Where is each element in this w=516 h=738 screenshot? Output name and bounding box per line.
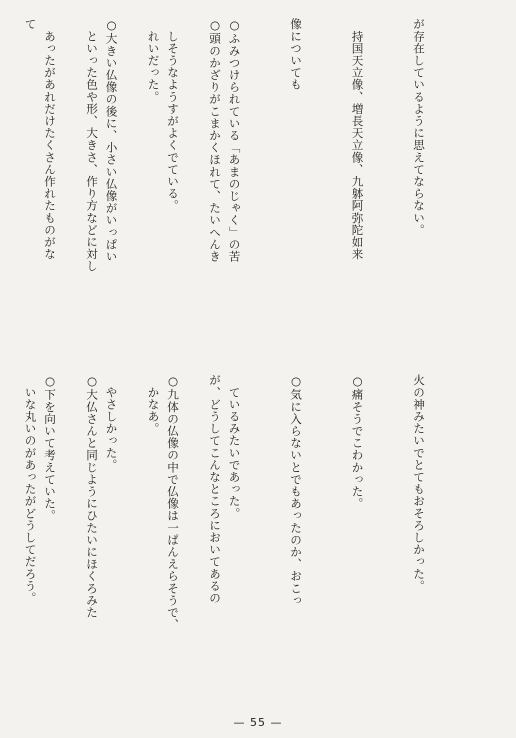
text-line: て xyxy=(23,18,38,31)
text-line: ○下を向いて考えていた。 xyxy=(43,374,57,522)
text-line: ○ふみつけられている「あまのじゃく」の苦 xyxy=(227,18,242,263)
text-line: いな丸いのがあったがどうしてだろう。 xyxy=(23,374,38,604)
text-line: やさしかった。 xyxy=(104,374,119,471)
text-line: が存在しているように思えてならない。 xyxy=(412,18,426,236)
text-line: といった色や形、大きさ、作り方などに対し xyxy=(85,18,99,273)
text-line: ○頭のかざりがこまかくほれて、たいへんき xyxy=(208,18,222,263)
text-line: ているみたいであった。 xyxy=(227,374,242,520)
text-block-bottom-left xyxy=(23,374,266,704)
text-line: ○大きい仏像の後に、小さい仏像がいっぱい xyxy=(104,18,119,263)
text-line: ○痛そうでこわかった。 xyxy=(350,374,365,510)
text-line: かなあ。 xyxy=(146,374,161,435)
text-block-top-left xyxy=(23,18,266,348)
text-line: 持国天立像、増長天立像、九躰阿弥陀如来 xyxy=(350,18,365,260)
text-line: 像についても xyxy=(289,18,303,91)
text-line: あったがあれだけたくさん作れたものがな xyxy=(43,18,57,260)
text-line: しそうなようすがよくでている。 xyxy=(166,18,180,212)
text-line: ○大仏さんと同じようにひたいにほくろみた xyxy=(85,374,99,619)
text-line: ○九体の仏像の中で仏像は一ぱんえらそうで、 xyxy=(166,374,180,631)
text-line: れいだった。 xyxy=(146,18,161,103)
page-number: — 55 — xyxy=(233,716,283,729)
text-line: が、どうしてこんなところにおいてあるの xyxy=(208,374,222,604)
text-line: 火の神みたいでとてもおそろしかった。 xyxy=(412,374,426,592)
text-line: ○気に入らないとでもあったのか、おこっ xyxy=(289,374,303,607)
